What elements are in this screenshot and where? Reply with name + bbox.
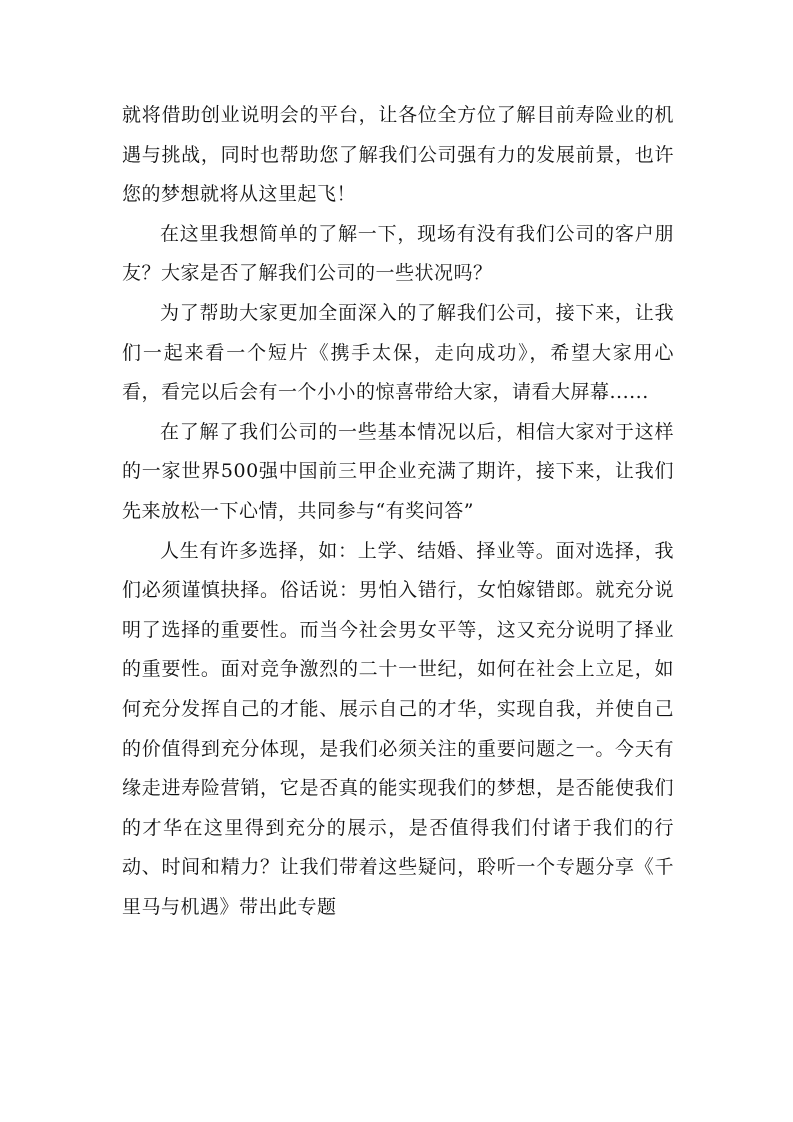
paragraph-1: 就将借助创业说明会的平台，让各位全方位了解目前寿险业的机遇与挑战，同时也帮助您了解我们公司强有力的发展前景，也许您的梦想就将从这里起飞！ xyxy=(122,104,674,206)
paragraph-3: 为了帮助大家更加全面深入的了解我们公司，接下来，让我们一起来看一个短片《携手太保，走向成功》，希望大家用心看，看完以后会有一个小小的惊喜带给大家，请看大屏幕...... xyxy=(122,301,674,404)
paragraph-5: 人生有许多选择，如：上学、结婚、择业等。面对选择，我们必须谨慎抉择。俗话说：男怕入错行，女怕嫁错郎。就充分说明了选择的重要性。而当今社会男女平等，这又充分说明了择业的重要性。面对竞争激烈的二十一世纪，如何在社会上立足，如何充分发挥自己的才能、展示自己的才华，实现自我，并使自己的价值得到充分体现，是我们必须关注的重要问题之一。今天有缘走进寿险营销，它是否真的能实现我们的梦想，是否能使我们的才华在这里得到充分的展示，是否值得我们付诸于我们的行动、时间和精力？让我们带着这些疑问，聆听一个专题分享《千里马与机遇》带出此专题 xyxy=(122,539,674,918)
document-body xyxy=(122,96,674,927)
paragraph-2: 在这里我想简单的了解一下，现场有没有我们公司的客户朋友？大家是否了解我们公司的一些状况吗？ xyxy=(122,222,674,285)
paragraph-4: 在了解了我们公司的一些基本情况以后，相信大家对于这样的一家世界500强中国前三甲企业充满了期许，接下来，让我们先来放松一下心情，共同参与“有奖问答” xyxy=(122,420,674,522)
